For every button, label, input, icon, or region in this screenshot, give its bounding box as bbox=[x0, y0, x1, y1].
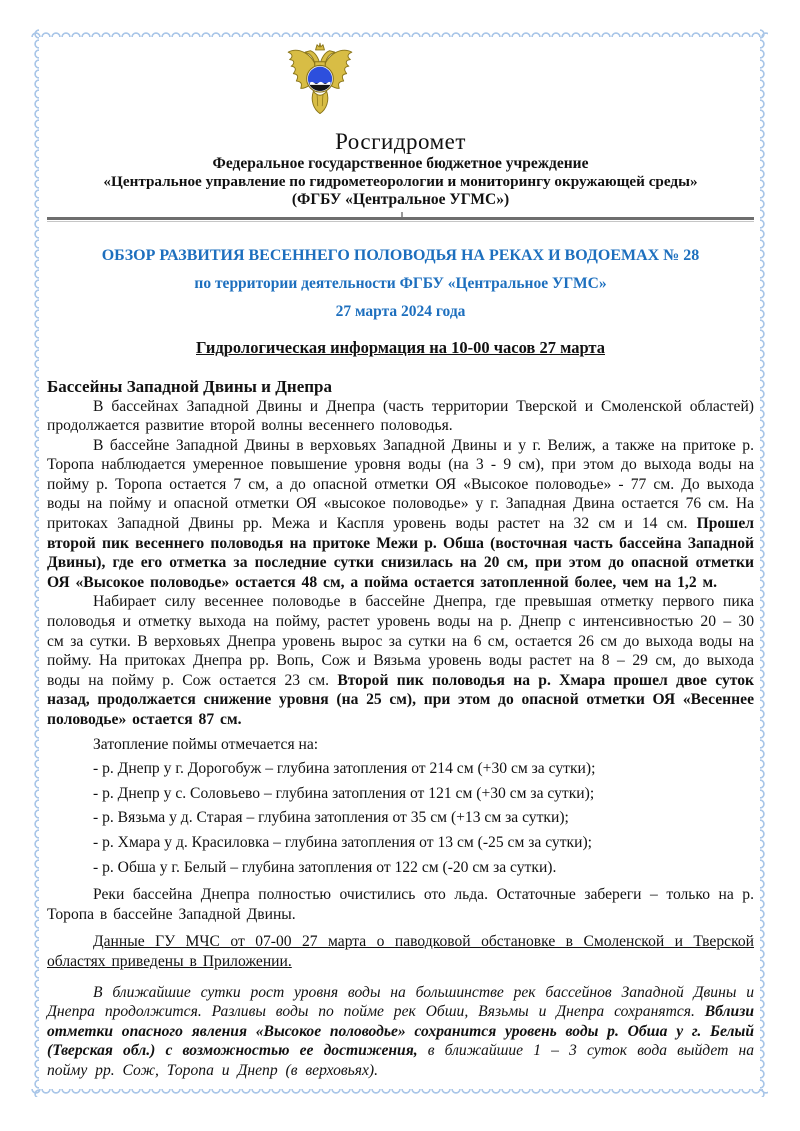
divider-center-tick bbox=[401, 212, 403, 217]
text-run: Вблизи отметки опасного явления «Высокое половодье» сохранится уровень воды р. Обша у г. Белый (Тверская обл.) с возможностью ее достижения, bbox=[47, 1003, 754, 1060]
list-item-dnepr-solovyevo bbox=[47, 784, 754, 804]
text-run: в ближайшие 1 – 3 суток вода выйдет на пойму рр. Сож, Торопа и Днепр (в верховьях). bbox=[47, 1042, 754, 1079]
text-run: В ближайшие сутки рост уровня воды на большинстве рек бассейнов Западной Двины и Днепра продолжится. Разливы воды по пойме рек Обши, Вязьмы и Днепра сохранятся. bbox=[47, 983, 754, 1021]
page-border-bottom bbox=[31, 1089, 768, 1097]
roshydromet-emblem bbox=[283, 42, 357, 120]
header-divider bbox=[47, 217, 754, 222]
list-item-dnepr-dorogobuzh bbox=[47, 759, 754, 779]
text-run: Реки бассейна Днепра полностью очистились ото льда. Остаточные забереги – только на р. Торопа в бассейне Западной Двины. bbox=[47, 886, 754, 923]
para-basins-intro bbox=[47, 397, 754, 436]
list-item-vyazma-staraya bbox=[47, 808, 754, 828]
text-run: - р. Обша у г. Белый – глубина затопления от 122 см (-20 см за сутки). bbox=[93, 858, 557, 876]
para-mchs-data bbox=[47, 932, 754, 971]
text-run: В бассейне Западной Двины в верховьях Западной Двины и у г. Велиж, а также на притоке р. Торопа наблюдается умеренное повышение уровня воды (на 3 - 9 см), при этом до выхода воды на пойму р. Торопа остается 7 см, а до опасной отметки ОЯ «Высокое половодье» - 77 см. До выхода воды на пойму и опасной отметки ОЯ «высокое половодье» у г. Западная Двина остается 76 см. На притоках Западной Двины рр. Межа и Каспля уровень воды растет на 32 см и 14 см. bbox=[47, 436, 754, 533]
text-run: В бассейнах Западной Двины и Днепра (часть территории Тверской и Смоленской областей) продолжается развитие второй волны весеннего половодья. bbox=[47, 397, 754, 435]
org-subtitle-line2: «Центральное управление по гидрометеорологии и мониторингу окружающей среды» bbox=[103, 173, 698, 191]
org-subtitle-line1: Федеральное государственное бюджетное учреждение bbox=[212, 155, 589, 172]
report-territory: по территории деятельности ФГБУ «Центральное УГМС» bbox=[194, 274, 607, 292]
org-subtitle-line3: (ФГБУ «Центральное УГМС») bbox=[291, 191, 510, 209]
para-dnepr bbox=[47, 592, 754, 729]
text-run: Набирает силу весеннее половодье в бассейне Днепра, где превышая отметку первого пика половодья и отметку выхода на пойму, растет уровень воды на р. Днепр с интенсивностью 20 – 30 см за сутки. В верховьях Днепра уровень вырос за сутки на 6 см, остается 26 см до выхода воды на пойму. На притоках Днепра рр. Вопь, Сож и Вязьма уровень воды растет на 8 – 29 см, до выхода воды на пойму р. Сож остается 23 см. bbox=[47, 593, 754, 689]
text-run: - р. Вязьма у д. Старая – глубина затопления от 35 см (+13 см за сутки); bbox=[93, 809, 569, 827]
text-run: Прошел второй пик весеннего половодья на притоке Межи р. Обша (восточная часть бассейна Западной Двины), где его отметка за последние сутки снизилась на 20 см, при этом до опасной отметки ОЯ «Высокое половодье» остается 48 см, а пойма остается затопленной более, чем на 1,2 м. bbox=[47, 515, 754, 591]
double-eagle-icon bbox=[283, 42, 357, 120]
report-title: ОБЗОР РАЗВИТИЯ ВЕСЕННЕГО ПОЛОВОДЬЯ НА РЕКАХ И ВОДОЕМАХ № 28 bbox=[101, 246, 700, 264]
list-item-khmara-krasilovka bbox=[47, 833, 754, 853]
document-content bbox=[47, 39, 754, 1081]
para-ice-clearing bbox=[47, 885, 754, 924]
page-border bbox=[31, 29, 768, 1097]
section-heading-basins: Бассейны Западной Двины и Днепра bbox=[47, 376, 332, 396]
text-run: Второй пик половодья на р. Хмара прошел двое суток назад, продолжается снижение уровня (на 25 см), при этом до опасной отметки ОЯ «Весеннее половодье» остается 87 см. bbox=[47, 671, 754, 728]
page-border-left bbox=[31, 29, 39, 1097]
para-zapadnaya-dvina bbox=[47, 436, 754, 593]
para-forecast bbox=[47, 983, 754, 1081]
list-item-obsha-bely bbox=[47, 858, 754, 878]
text-run: - р. Днепр у с. Соловьево – глубина затопления от 121 см (+30 см за сутки); bbox=[93, 784, 595, 802]
text-run: - р. Хмара у д. Красиловка – глубина затопления от 13 см (-25 см за сутки); bbox=[93, 833, 592, 851]
text-run: - р. Днепр у г. Дорогобуж – глубина затопления от 214 см (+30 см за сутки); bbox=[93, 760, 596, 778]
text-run: Данные ГУ МЧС от 07-00 27 марта о паводковой обстановке в Смоленской и Тверской областях приведены в Приложении. bbox=[47, 933, 754, 970]
page-border-right bbox=[760, 29, 768, 1097]
page-border-top bbox=[31, 29, 768, 37]
hydro-info-heading: Гидрологическая информация на 10-00 часов 27 марта bbox=[196, 337, 605, 357]
org-title: Росгидромет bbox=[335, 129, 466, 154]
flood-list-intro bbox=[47, 735, 754, 755]
report-date: 27 марта 2024 года bbox=[335, 302, 466, 320]
text-run: Затопление поймы отмечается на: bbox=[93, 735, 319, 753]
